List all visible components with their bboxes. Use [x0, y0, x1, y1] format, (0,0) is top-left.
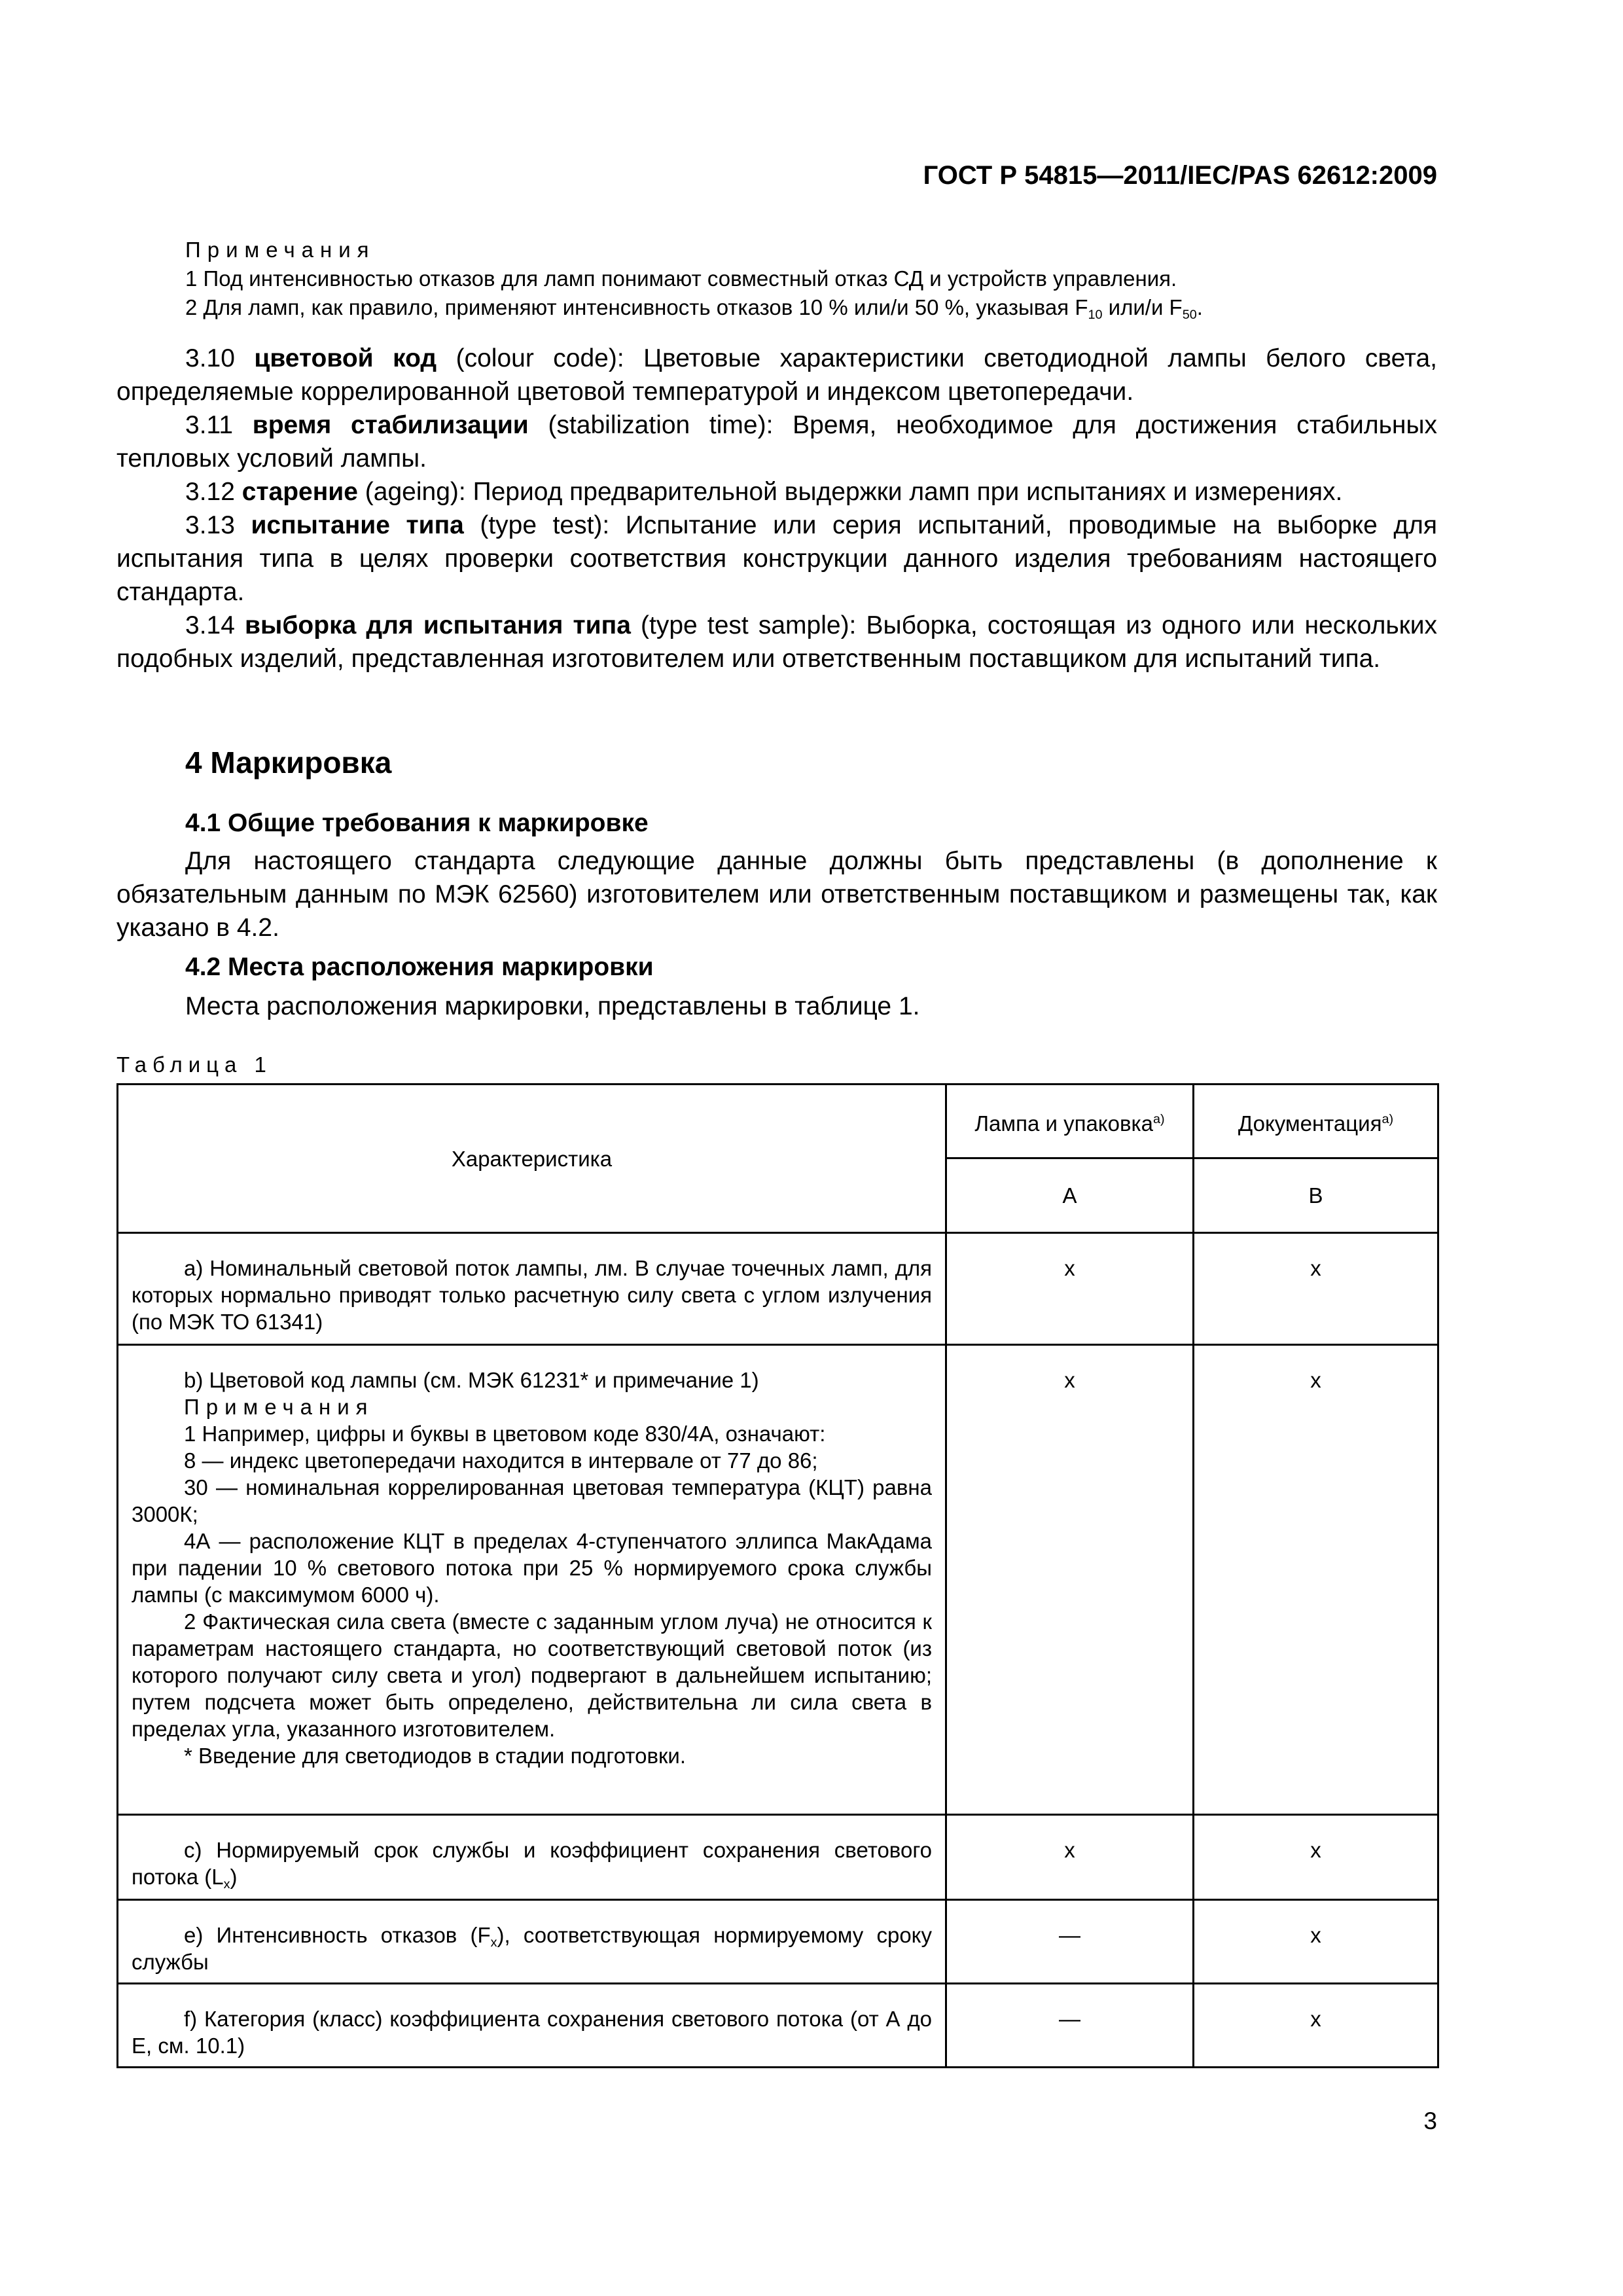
table-row: [118, 1345, 1438, 1815]
definitions-block: [116, 342, 1437, 675]
section-4-1-text: Для настоящего стандарта следующие данные должны быть представлены (в дополнение к обязательным данным по МЭК 62560) изготовителем или ответственным поставщиком и размещены так, как указано в 4.2.: [116, 847, 1437, 942]
header-lamp-package: Лампа и упаковка$^{а)}$: [946, 1085, 1194, 1158]
section-4-2-title: 4.2 Места расположения маркировки: [185, 953, 654, 981]
row-b-col-a: x: [946, 1345, 1194, 1815]
definition-3-13: 3.13 испытание типа (type test): Испытание или серия испытаний, проводимые на выборке для испытания типа в целях проверки соответствия конструкции данного изделия требованиям настоящего стандарта.: [116, 511, 1438, 606]
header-col-a: А: [946, 1158, 1194, 1233]
row-c-col-a: x: [946, 1815, 1194, 1900]
notes-title: Примечания: [185, 238, 376, 262]
definition-3-14: 3.14 выборка для испытания типа (type test sample): Выборка, состоящая из одного или нескольких подобных изделий, представленная изготовителем или ответственным поставщиком для испытаний типа.: [116, 611, 1437, 673]
row-c-characteristic: с) Нормируемый срок службы и коэффициент сохранения светового потока $(L_x)$: [118, 1815, 946, 1900]
row-b-characteristic: b) Цветовой код лампы (см. МЭК 61231* и примечание 1) Примечания 1 Например, цифры и буквы в цветовом коде 830/4А, означают: 8 — индекс цветопередачи находится в интервале от 77 до 86; 30 — номинальная коррелированная цветовая температура (КЦТ) равна 3000К; 4А — расположение КЦТ в пределах 4-ступенчатого эллипса МакАдама при падении 10 % светового потока при 25 % нормируемого срока службы лампы (с максимумом 6000 ч). 2 Фактическая сила света (вместе с заданным углом луча) не относится к параметрам настоящего стандарта, но соответствующий световой поток (из которого получают силу света и угол) подвергают в дальнейшем испытанию; путем подсчета может быть определено, действительна ли сила света в пределах угла, указанного изготовителем. * Введение для светодиодов в стадии подготовки.: [118, 1345, 946, 1815]
table-row: [118, 1815, 1438, 1900]
row-e-col-b: x: [1194, 1900, 1438, 1984]
note-2: 2 Для ламп, как правило, применяют интенсивность отказов 10 % или/и 50 %, указывая $F_{10}$ или/и $F_{50}$.: [185, 295, 1203, 322]
definition-3-11: 3.11 время стабилизации (stabilization time): Время, необходимое для достижения стабильных тепловых условий лампы.: [116, 411, 1437, 473]
header-col-b: В: [1194, 1158, 1438, 1233]
row-f-col-b: x: [1194, 1984, 1438, 2068]
table-row: [118, 1900, 1438, 1984]
section-4-2-text: Места расположения маркировки, представлены в таблице 1.: [185, 992, 920, 1020]
table-row: [118, 1233, 1438, 1345]
table-row: [118, 1984, 1438, 2068]
row-e-col-a: —: [946, 1900, 1194, 1984]
row-f-col-a: —: [946, 1984, 1194, 2068]
row-e-characteristic: е) Интенсивность отказов $(F_x)$, соответствующая нормируемому сроку службы: [118, 1900, 946, 1984]
definition-3-10: 3.10 цветовой код (colour code): Цветовые характеристики светодиодной лампы белого света, определяемые коррелированной цветовой температурой и индексом цветопередачи.: [116, 344, 1437, 406]
row-b-col-b: x: [1194, 1345, 1438, 1815]
row-a-col-a: x: [946, 1233, 1194, 1345]
row-c-col-b: x: [1194, 1815, 1438, 1900]
row-a-col-b: x: [1194, 1233, 1438, 1345]
table-caption: Таблица 1: [116, 1052, 272, 1077]
notes-block: [185, 236, 1203, 322]
row-f-characteristic: f) Категория (класс) коэффициента сохранения светового потока (от А до Е, см. 10.1): [118, 1984, 946, 2068]
definition-3-12: 3.12 старение (ageing): Период предварительной выдержки ламп при испытаниях и измерениях.: [185, 478, 1343, 506]
row-a-characteristic: а) Номинальный световой поток лампы, лм. В случае точечных ламп, для которых нормально приводят только расчетную силу света с углом излучения (по МЭК ТО 61341): [118, 1233, 946, 1345]
header-characteristic: Характеристика: [118, 1085, 946, 1233]
header-documentation: Документация$^{а)}$: [1194, 1085, 1438, 1158]
marking-table: [116, 1083, 1439, 2068]
document-header: ГОСТ Р 54815—2011/IEC/PAS 62612:2009: [923, 161, 1437, 190]
note-1: 1 Под интенсивностью отказов для ламп понимают совместный отказ СД и устройств управления.: [185, 266, 1177, 291]
section-4-title: 4 Маркировка: [185, 745, 392, 780]
section-4-1-title: 4.1 Общие требования к маркировке: [185, 809, 649, 837]
page-number: 3: [1423, 2108, 1437, 2134]
